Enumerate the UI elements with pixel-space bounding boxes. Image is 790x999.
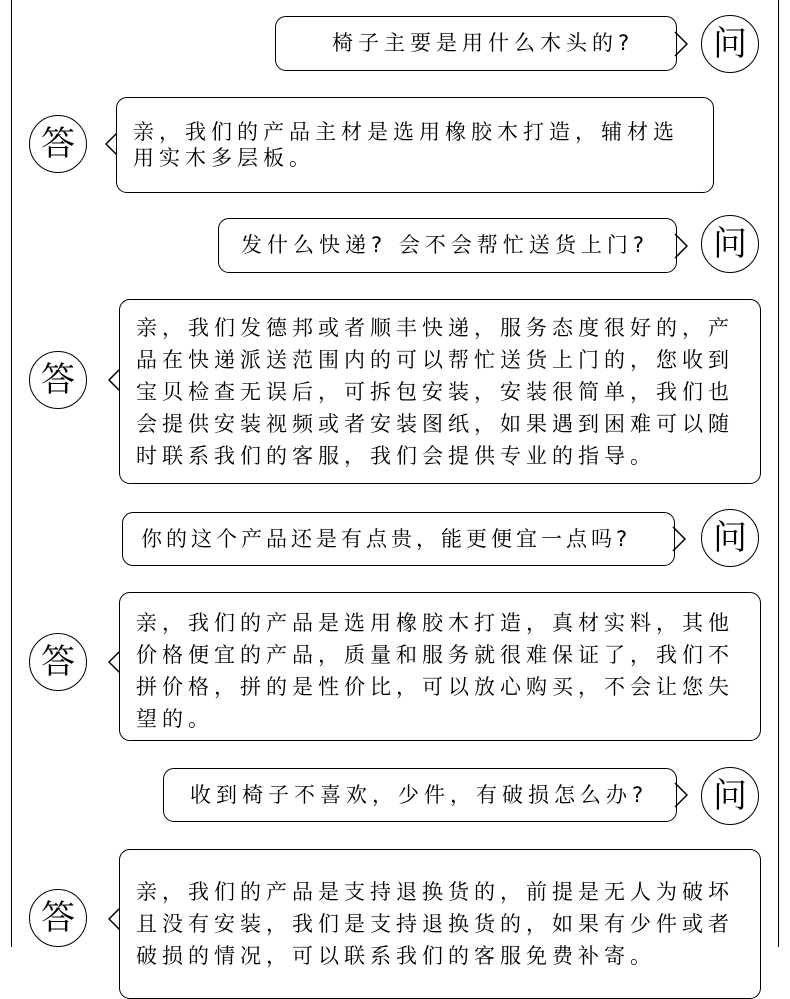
answer-line: 亲，我们的产品是支持退换货的，前提是无人为破坏 (136, 880, 734, 904)
question-line: 收到椅子不喜欢，少件，有破损怎么办? (190, 783, 649, 807)
answer-badge: 答 (29, 351, 87, 409)
page-border-left (11, 0, 12, 947)
answer-line: 亲，我们发德邦或者顺丰快递，服务态度很好的，产 (136, 316, 734, 340)
answer-line: 破损的情况，可以联系我们的客服免费补寄。 (136, 944, 656, 968)
question-bubble-tail (675, 783, 689, 807)
question-badge: 问 (701, 15, 759, 73)
answer-line: 宝贝检查无误后，可拆包安装，安装很简单，我们也 (136, 380, 734, 404)
question-badge: 问 (701, 509, 759, 567)
question-bubble-tail (673, 527, 687, 551)
answer-line: 且没有安装，我们是支持退换货的，如果有少件或者 (136, 912, 734, 936)
answer-text (136, 312, 734, 472)
question-bubble-tail (675, 234, 689, 258)
question-badge: 问 (701, 767, 759, 825)
answer-text (136, 876, 734, 972)
question-bubble (122, 512, 675, 566)
page-border-right (778, 0, 779, 947)
answer-line: 亲，我们的产品主材是选用橡胶木打造，辅材选 (133, 120, 679, 144)
answer-line: 亲，我们的产品是选用橡胶木打造，真材实料，其他 (136, 611, 734, 635)
question-text (241, 229, 649, 261)
answer-bubble (116, 97, 714, 193)
answer-badge: 答 (29, 633, 87, 691)
question-text (190, 779, 648, 811)
question-bubble-tail (675, 32, 689, 56)
answer-text (133, 116, 679, 174)
question-line: 发什么快递? 会不会帮忙送货上门? (241, 233, 649, 257)
question-line: 椅子主要是用什么木头的? (332, 31, 635, 55)
answer-line: 会提供安装视频或者安装图纸，如果遇到困难可以随 (136, 412, 734, 436)
answer-line: 用实木多层板。 (133, 146, 315, 170)
answer-bubble (119, 849, 761, 999)
answer-line: 品在快递派送范围内的可以帮忙送货上门的，您收到 (136, 348, 734, 372)
answer-bubble (119, 592, 761, 741)
answer-line: 价格便宜的产品，质量和服务就很难保证了，我们不 (136, 643, 734, 667)
answer-line: 拼价格，拼的是性价比，可以放心购买，不会让您失 (136, 675, 734, 699)
question-badge: 问 (701, 215, 759, 273)
question-bubble (275, 16, 677, 71)
question-text (332, 27, 634, 59)
answer-line: 望的。 (136, 707, 214, 731)
answer-badge: 答 (29, 889, 87, 947)
answer-text (136, 607, 734, 735)
question-bubble (218, 218, 677, 273)
answer-bubble (119, 299, 761, 484)
answer-badge: 答 (29, 115, 87, 173)
question-line: 你的这个产品还是有点贵，能更便宜一点吗? (141, 527, 632, 551)
question-text (141, 523, 631, 555)
question-bubble (163, 768, 677, 822)
answer-line: 时联系我们的客服，我们会提供专业的指导。 (136, 444, 656, 468)
